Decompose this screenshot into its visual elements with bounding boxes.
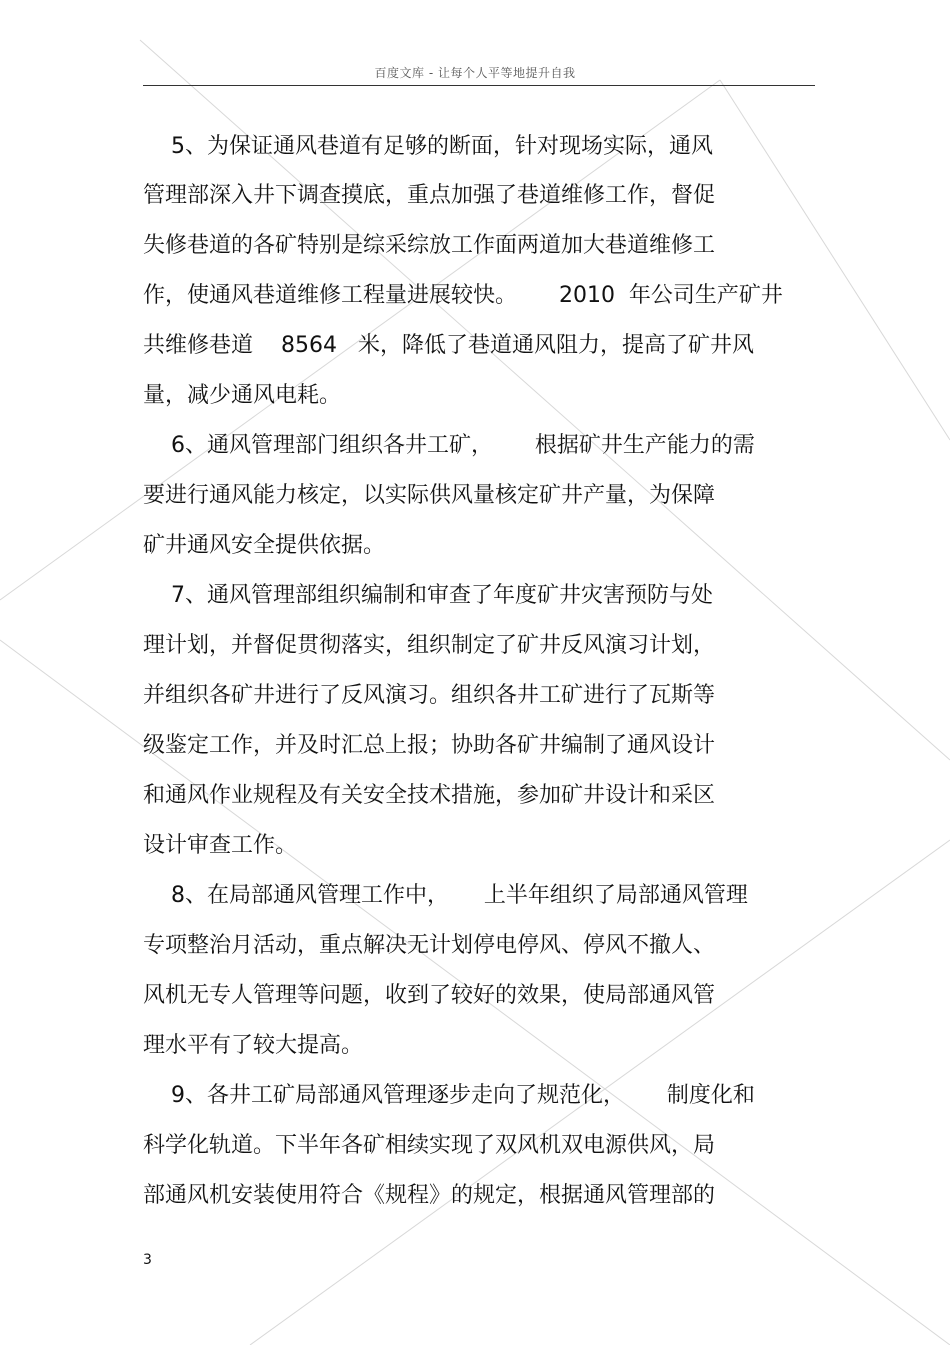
text-line: 8、在局部通风管理工作中， 上半年组织了局部通风管理 bbox=[143, 883, 748, 908]
text-line: 管理部深入井下调查摸底，重点加强了巷道维修工作，督促 bbox=[143, 183, 716, 208]
text-line: 失修巷道的各矿特别是综采综放工作面两道加大巷道维修工 bbox=[143, 233, 716, 258]
text-line: 专项整治月活动，重点解决无计划停电停风、停风不撤人、 bbox=[143, 933, 716, 958]
text-line: 7、通风管理部组织编制和审查了年度矿井灾害预防与处 bbox=[143, 583, 713, 608]
text-line: 6、通风管理部门组织各井工矿， 根据矿井生产能力的需 bbox=[143, 433, 755, 458]
text-line: 级鉴定工作，并及时汇总上报；协助各矿井编制了通风设计 bbox=[143, 733, 716, 758]
text-line: 要进行通风能力核定，以实际供风量核定矿井产量，为保障 bbox=[143, 483, 716, 508]
page-number: 3 bbox=[143, 1252, 152, 1268]
text-line: 作，使通风巷道维修工程量进展较快。 2010 年公司生产矿井 bbox=[143, 283, 783, 308]
text-line: 量，减少通风电耗。 bbox=[143, 383, 342, 408]
text-line: 9、各井工矿局部通风管理逐步走向了规范化， 制度化和 bbox=[143, 1083, 755, 1108]
text-line: 并组织各矿井进行了反风演习。组织各井工矿进行了瓦斯等 bbox=[143, 683, 716, 708]
text-line: 和通风作业规程及有关安全技术措施，参加矿井设计和采区 bbox=[143, 783, 716, 808]
page-header: 百度文库 - 让每个人平等地提升自我 bbox=[374, 66, 576, 80]
text-line: 理水平有了较大提高。 bbox=[143, 1033, 364, 1058]
text-line: 部通风机安装使用符合《规程》的规定，根据通风管理部的 bbox=[143, 1183, 716, 1208]
text-line: 共维修巷道 8564 米，降低了巷道通风阻力，提高了矿井风 bbox=[143, 333, 754, 358]
text-line: 设计审查工作。 bbox=[143, 833, 298, 858]
text-line: 5、为保证通风巷道有足够的断面，针对现场实际，通风 bbox=[143, 134, 713, 159]
text-line: 科学化轨道。下半年各矿相续实现了双风机双电源供风，局 bbox=[143, 1133, 716, 1158]
header-divider bbox=[143, 85, 815, 86]
text-line: 理计划，并督促贯彻落实，组织制定了矿井反风演习计划， bbox=[143, 633, 716, 658]
text-line: 矿井通风安全提供依据。 bbox=[143, 533, 386, 558]
text-line: 风机无专人管理等问题，收到了较好的效果，使局部通风管 bbox=[143, 983, 716, 1008]
